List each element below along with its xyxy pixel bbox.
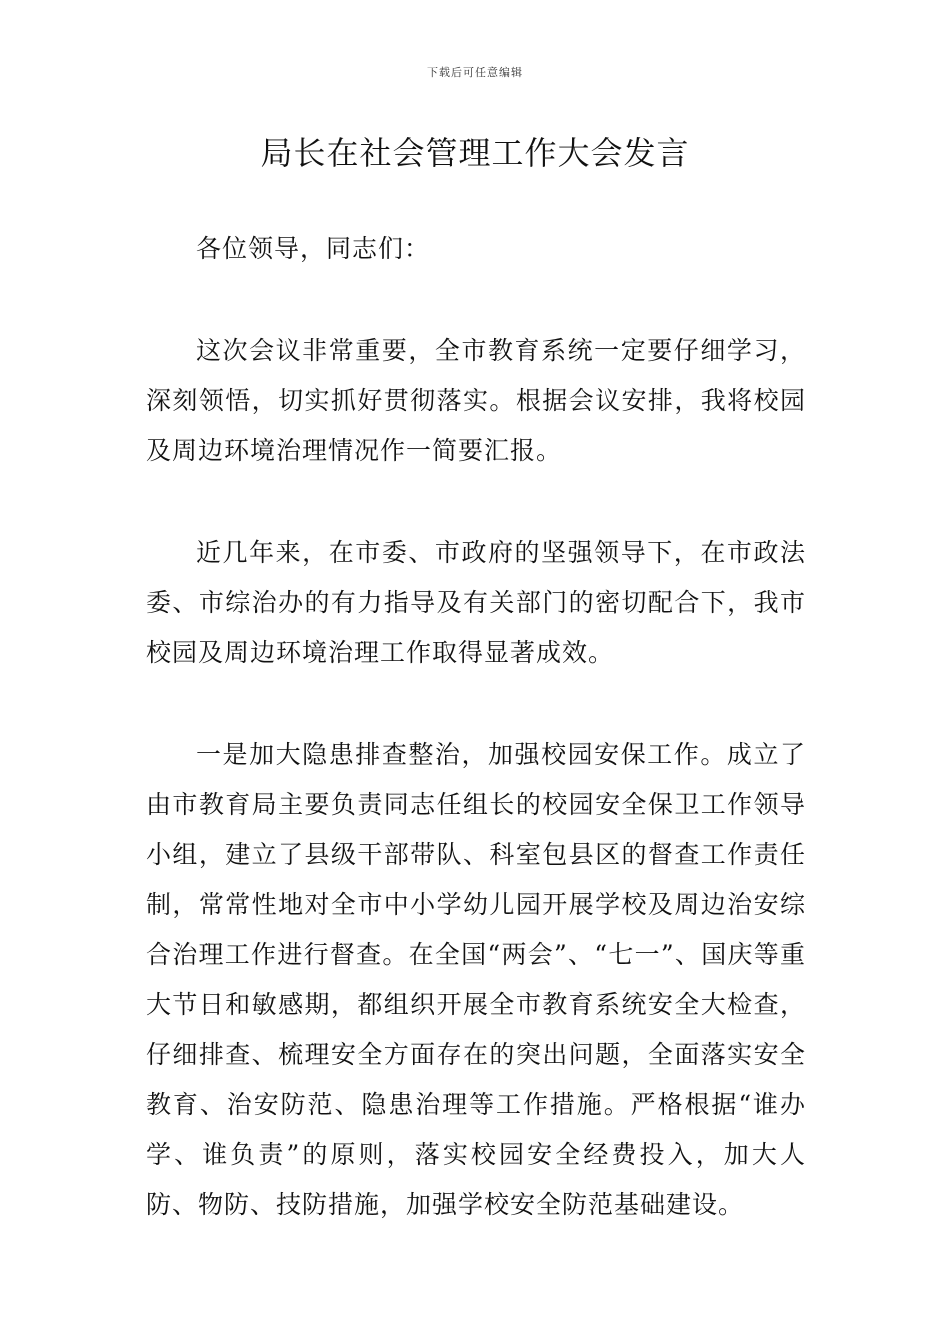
document-body	[146, 224, 806, 1282]
salutation-paragraph: 各位领导，同志们：	[196, 234, 431, 263]
document-title: 局长在社会管理工作大会发言	[260, 134, 690, 172]
body-paragraph: 一是加大隐患排查整治，加强校园安保工作。成立了由市教育局主要负责同志任组长的校园安全保卫工作领导小组，建立了县级干部带队、科室包县区的督查工作责任制，常常性地对全市中小学幼儿园开展学校及周边治安综合治理工作进行督查。在全国“两会”、“七一”、国庆等重大节日和敏感期，都组织开展全市教育系统安全大检查，仔细排查、梳理安全方面存在的突出问题，全面落实安全教育、治安防范、隐患治理等工作措施。严格根据“谁办学、谁负责”的原则，落实校园安全经费投入，加大人防、物防、技防措施，加强学校安全防范基础建设。	[146, 740, 806, 1219]
body-paragraph: 这次会议非常重要，全市教育系统一定要仔细学习，深刻领悟，切实抓好贯彻落实。根据会议安排，我将校园及周边环境治理情况作一简要汇报。	[146, 336, 806, 465]
body-paragraph: 近几年来，在市委、市政府的坚强领导下，在市政法委、市综治办的有力指导及有关部门的密切配合下，我市校园及周边环境治理工作取得显著成效。	[146, 538, 806, 667]
header-note: 下载后可任意编辑	[427, 66, 523, 79]
